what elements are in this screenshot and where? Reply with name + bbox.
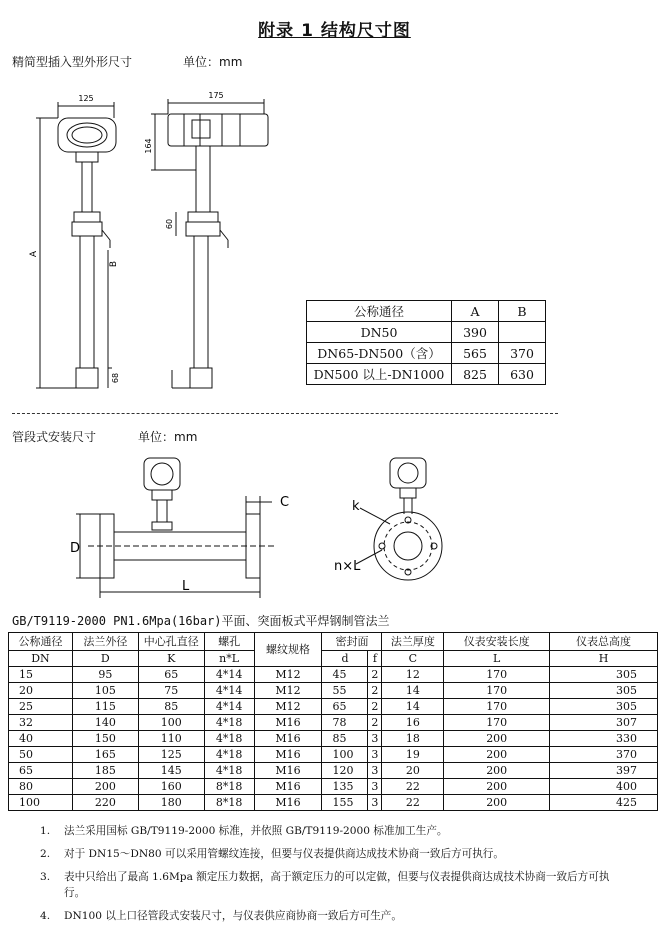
flange-header-row-2: DN D K n*L d f C L H [9, 651, 658, 667]
table-cell: 8*18 [204, 795, 254, 811]
notes-list [40, 823, 630, 931]
dim-60-label: 60 [165, 218, 174, 230]
table-cell: 200 [72, 779, 138, 795]
table-cell: 115 [72, 699, 138, 715]
dim-a-label: A [29, 250, 39, 258]
table-cell: 18 [382, 731, 444, 747]
table-cell: 4*18 [204, 715, 254, 731]
table-row [9, 795, 658, 811]
table-cell: 305 [550, 683, 658, 699]
table-cell: 14 [382, 683, 444, 699]
table-cell: 65 [322, 699, 368, 715]
table-cell: 170 [444, 715, 550, 731]
note-item [40, 908, 630, 924]
dim-b-label: B [109, 260, 119, 268]
dim-d-label: D [70, 541, 81, 556]
table-cell: 120 [322, 763, 368, 779]
table-cell: 4*18 [204, 731, 254, 747]
table-cell: 80 [9, 779, 73, 795]
table-cell: 400 [550, 779, 658, 795]
table-cell: 100 [322, 747, 368, 763]
section1-unit: 单位：mm [183, 55, 243, 69]
table-cell: 3 [368, 795, 382, 811]
table-cell: 220 [72, 795, 138, 811]
table-row: DN65-DN500（含） 565 370 [307, 343, 546, 364]
table-cell: 65 [9, 763, 73, 779]
note-number: 3. [40, 871, 51, 883]
note-item [40, 869, 630, 901]
table-cell: M16 [254, 779, 322, 795]
dim-c-label: C [280, 495, 290, 510]
table-cell: 397 [550, 763, 658, 779]
table-row [9, 715, 658, 731]
table-cell: 305 [550, 699, 658, 715]
note-number: 4. [40, 910, 51, 922]
table-cell: 4*18 [204, 763, 254, 779]
table-cell: 3 [368, 779, 382, 795]
dim-l-label: L [182, 579, 190, 594]
table-cell: 140 [72, 715, 138, 731]
table-cell: 180 [138, 795, 204, 811]
table-cell: M16 [254, 715, 322, 731]
table-cell: 4*18 [204, 747, 254, 763]
table-cell: 20 [9, 683, 73, 699]
flange-header-row-1: 公称通径 法兰外径 中心孔直径 螺孔 螺纹规格 密封面 法兰厚度 仪表安装长度 仪表总高度 [9, 633, 658, 651]
flange-table-title: GB/T9119-2000 PN1.6Mpa(16bar)平面、突面板式平焊钢制管法兰 [12, 614, 390, 628]
dimension-table [306, 300, 546, 385]
table-cell: 200 [444, 731, 550, 747]
section2-unit: 单位：mm [138, 430, 198, 444]
table-cell: 4*14 [204, 699, 254, 715]
table-cell: 170 [444, 683, 550, 699]
table-cell: 45 [322, 667, 368, 683]
table-cell: M16 [254, 731, 322, 747]
table-cell: M12 [254, 683, 322, 699]
table-cell: 200 [444, 795, 550, 811]
table-cell: 14 [382, 699, 444, 715]
table-cell: 40 [9, 731, 73, 747]
table-cell: 150 [72, 731, 138, 747]
table-cell: 85 [138, 699, 204, 715]
table-cell: M12 [254, 667, 322, 683]
table-cell: 15 [9, 667, 73, 683]
table-cell: 75 [138, 683, 204, 699]
note-text: 表中只给出了最高 1.6Mpa 额定压力数据，高于额定压力的可以定做，但要与仪表提供商达成技术协商一致后方可执行。 [64, 871, 610, 899]
table-cell: 25 [9, 699, 73, 715]
table-cell: 55 [322, 683, 368, 699]
table-row [9, 731, 658, 747]
table-cell: 2 [368, 667, 382, 683]
table-cell: 50 [9, 747, 73, 763]
table-cell: 78 [322, 715, 368, 731]
note-text: 法兰采用国标 GB/T9119-2000 标准，并依照 GB/T9119-2000 标准加工生产。 [64, 825, 448, 837]
pipe-section-drawing [60, 452, 480, 604]
table-cell: 20 [382, 763, 444, 779]
table-row [9, 747, 658, 763]
table-cell: 4*14 [204, 683, 254, 699]
dim-175-label: 175 [208, 91, 224, 100]
table-cell: 200 [444, 747, 550, 763]
table-cell: 12 [382, 667, 444, 683]
flange-table [8, 632, 658, 811]
table-cell: 19 [382, 747, 444, 763]
table-cell: 2 [368, 699, 382, 715]
table-cell: M16 [254, 763, 322, 779]
table-row [9, 683, 658, 699]
dim-nxl-label: n×L [334, 559, 361, 574]
table-cell: 165 [72, 747, 138, 763]
insertion-type-drawing [0, 70, 310, 410]
table-cell: M16 [254, 747, 322, 763]
table-cell: 305 [550, 667, 658, 683]
note-text: DN100 以上口径管段式安装尺寸，与仪表供应商协商一致后方可生产。 [64, 910, 402, 922]
table-cell: 170 [444, 699, 550, 715]
table-cell: 22 [382, 795, 444, 811]
table-row [9, 763, 658, 779]
table-cell: 155 [322, 795, 368, 811]
section-divider [12, 413, 558, 414]
table-cell: 185 [72, 763, 138, 779]
table-row [9, 699, 658, 715]
table-cell: 16 [382, 715, 444, 731]
dim-125-label: 125 [78, 94, 94, 103]
table-row: DN500 以上-DN1000 825 630 [307, 364, 546, 385]
dim-68-label: 68 [111, 372, 120, 384]
table-cell: 65 [138, 667, 204, 683]
note-text: 对于 DN15～DN80 可以采用管螺纹连接，但要与仪表提供商达成技术协商一致后方可执行。 [64, 848, 504, 860]
table-cell: 4*14 [204, 667, 254, 683]
table-cell: 135 [322, 779, 368, 795]
table-cell: 170 [444, 667, 550, 683]
note-item [40, 823, 630, 839]
table-cell: 3 [368, 731, 382, 747]
table-row: DN50 390 [307, 322, 546, 343]
table-cell: 145 [138, 763, 204, 779]
table-row [9, 667, 658, 683]
table-cell: 8*18 [204, 779, 254, 795]
table-cell: 160 [138, 779, 204, 795]
dim-k-label: k [352, 499, 360, 514]
table-cell: 22 [382, 779, 444, 795]
table-cell: 95 [72, 667, 138, 683]
table-cell: 3 [368, 763, 382, 779]
table-cell: 3 [368, 747, 382, 763]
note-item [40, 846, 630, 862]
section1-title: 精简型插入型外形尺寸 [12, 55, 133, 69]
table-cell: M12 [254, 699, 322, 715]
table-cell: 2 [368, 715, 382, 731]
table-cell: 200 [444, 763, 550, 779]
table-cell: 85 [322, 731, 368, 747]
table-cell: 330 [550, 731, 658, 747]
table-cell: 100 [138, 715, 204, 731]
section2-title: 管段式安装尺寸 [12, 430, 97, 444]
table-cell: 2 [368, 683, 382, 699]
table-header-row: 公称通径 A B [307, 301, 546, 322]
table-cell: 307 [550, 715, 658, 731]
note-number: 1. [40, 825, 51, 837]
table-cell: 110 [138, 731, 204, 747]
page-title: 附录 1 结构尺寸图 [258, 21, 411, 41]
table-cell: 100 [9, 795, 73, 811]
table-cell: M16 [254, 795, 322, 811]
table-cell: 425 [550, 795, 658, 811]
table-row [9, 779, 658, 795]
table-cell: 105 [72, 683, 138, 699]
dim-164-label: 164 [144, 138, 153, 154]
table-cell: 125 [138, 747, 204, 763]
table-cell: 32 [9, 715, 73, 731]
note-number: 2. [40, 848, 51, 860]
table-cell: 370 [550, 747, 658, 763]
table-cell: 200 [444, 779, 550, 795]
